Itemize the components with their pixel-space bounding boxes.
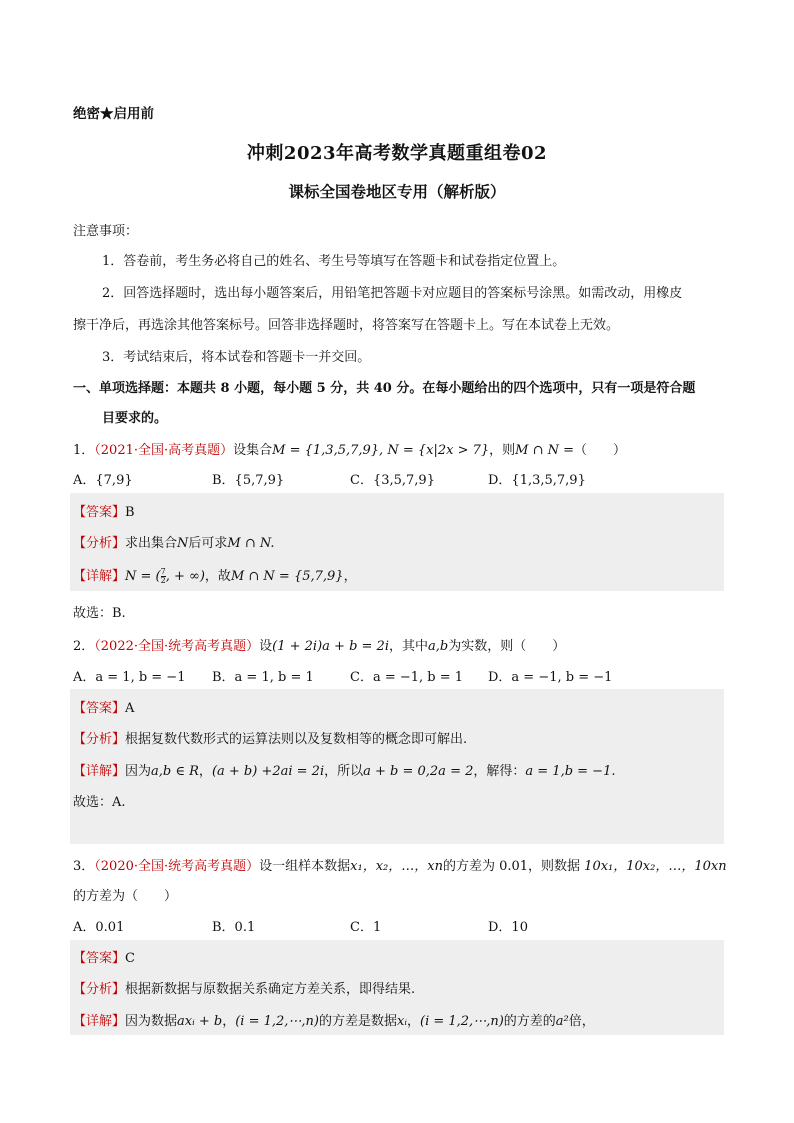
math-expr: , + ∞) xyxy=(165,569,205,584)
detail-text: 因为 xyxy=(125,764,152,779)
stem-text: ，则 xyxy=(489,443,516,458)
detail-label: 【详解】 xyxy=(73,764,126,779)
choice-b: B．a = 1, b = 1 xyxy=(212,670,314,685)
answer-label: 【答案】 xyxy=(73,505,126,520)
choice-c: C．{3,5,7,9} xyxy=(350,473,435,488)
note-item-2: 2．回答选择题时，选出每小题答案后，用铅笔把答题卡对应题目的答案标号涂黑。如需改动，用橡皮 xyxy=(102,286,683,301)
answer-value: C xyxy=(125,951,135,966)
math-expr: (1 + 2i)a + b = 2i xyxy=(272,639,389,654)
question-1-stem xyxy=(73,439,626,458)
question-3-stem xyxy=(73,855,727,874)
math-expr: 10x₁，10x₂，…，10xn xyxy=(584,859,727,874)
section-heading-cont: 目要求的。 xyxy=(102,411,168,426)
stem-text: 设集合 xyxy=(233,443,273,458)
question-number: 3． xyxy=(73,859,95,874)
choice-a: A．0.01 xyxy=(73,920,125,935)
detail-text: 的方差的 xyxy=(503,1014,556,1029)
detail-text: . xyxy=(611,764,616,779)
math-expr: a,b ∈ R xyxy=(151,764,199,779)
math-expr: (i = 1,2,⋯,n) xyxy=(420,1014,504,1029)
detail-text: ， xyxy=(198,764,212,779)
choice-a: A．a = 1, b = −1 xyxy=(73,670,186,685)
answer-line xyxy=(73,501,135,520)
analysis-text: 后可求 xyxy=(188,536,228,551)
analysis-label: 【分析】 xyxy=(73,982,126,997)
fraction-numerator: 7 xyxy=(160,567,166,576)
math-expr: M ∩ N = xyxy=(515,443,575,458)
question-number: 2． xyxy=(73,639,95,654)
conclusion-line: 故选：A. xyxy=(73,795,126,810)
answer-value: A xyxy=(125,701,135,716)
answer-value: B xyxy=(125,505,135,520)
choice-d: D．{1,3,5,7,9} xyxy=(488,473,586,488)
note-item-3: 3．考试结束后，将本试卷和答题卡一并交回。 xyxy=(102,350,371,365)
analysis-text: 根据复数代数形式的运算法则以及复数相等的概念即可解出. xyxy=(125,732,468,747)
math-expr: (a + b) +2ai = 2i xyxy=(211,764,325,779)
choice-b: B．0.1 xyxy=(212,920,256,935)
question-2-stem xyxy=(73,635,565,654)
math-expr: a,b xyxy=(428,639,449,654)
analysis-line xyxy=(73,978,415,997)
fraction-denominator: 2 xyxy=(160,576,166,585)
secret-label: 绝密★启用前 xyxy=(73,106,154,122)
conclusion-line: 故选：B. xyxy=(73,606,126,621)
page-title: 冲刺2023年高考数学真题重组卷02 xyxy=(246,143,548,164)
math-expr: a = 1,b = −1 xyxy=(525,764,612,779)
question-source: （2020·全国·统考高考真题） xyxy=(94,859,260,874)
page-subtitle: 课标全国卷地区专用（解析版） xyxy=(288,182,506,201)
detail-text: 因为数据 xyxy=(125,1014,178,1029)
note-item-2-cont: 擦干净后，再选涂其他答案标号。回答非选择题时，将答案写在答题卡上。写在本试卷上无效。 xyxy=(73,318,620,333)
detail-line xyxy=(73,1010,595,1029)
stem-text: 设一组样本数据 xyxy=(259,859,351,874)
math-expr: x₁，x₂，…，xn xyxy=(350,859,443,874)
analysis-label: 【分析】 xyxy=(73,536,126,551)
stem-text: 的方差为 0.01，则数据 xyxy=(442,859,585,874)
math-expr: N = ( xyxy=(125,569,161,584)
answer-line xyxy=(73,947,135,966)
detail-text: ，所以 xyxy=(324,764,364,779)
stem-text: ，其中 xyxy=(388,639,428,654)
stem-text: 为实数，则（ ） xyxy=(448,639,566,654)
notes-heading: 注意事项： xyxy=(73,224,139,239)
detail-text: ， xyxy=(406,1014,420,1029)
question-3-stem-cont: 的方差为（ ） xyxy=(73,889,178,904)
math-expr: M = {1,3,5,7,9}, N = {x|2x > 7} xyxy=(272,443,490,458)
choice-c: C．1 xyxy=(350,920,382,935)
question-source: （2022·全国·统考高考真题） xyxy=(94,639,260,654)
choice-b: B．{5,7,9} xyxy=(212,473,285,488)
math-expr: xᵢ xyxy=(397,1014,407,1029)
math-expr: (i = 1,2,⋯,n) xyxy=(235,1014,320,1029)
detail-label: 【详解】 xyxy=(73,1014,126,1029)
stem-text: （ ） xyxy=(574,443,627,458)
math-expr: N xyxy=(177,536,189,551)
detail-text: ， xyxy=(343,569,357,584)
answer-label: 【答案】 xyxy=(73,951,126,966)
analysis-line xyxy=(73,532,275,551)
detail-label: 【详解】 xyxy=(73,569,126,584)
choice-a: A．{7,9} xyxy=(73,473,133,488)
math-expr: M ∩ N. xyxy=(227,536,275,551)
answer-line xyxy=(73,697,134,716)
note-item-1: 1．答卷前，考生务必将自己的姓名、考生号等填写在答题卡和试卷指定位置上。 xyxy=(102,254,566,269)
answer-label: 【答案】 xyxy=(73,701,126,716)
stem-text: 设 xyxy=(259,639,273,654)
section-heading: 一、单项选择题：本题共 8 小题，每小题 5 分，共 40 分。在每小题给出的四个选项中，只有一项是符合题 xyxy=(73,381,696,396)
math-expr: a² xyxy=(555,1014,569,1029)
detail-text: ，故 xyxy=(204,569,231,584)
math-expr: M ∩ N = {5,7,9} xyxy=(230,569,344,584)
choice-c: C．a = −1, b = 1 xyxy=(350,670,464,685)
analysis-line xyxy=(73,728,467,747)
analysis-text: 根据新数据与原数据关系确定方差关系，即得结果. xyxy=(125,982,416,997)
math-expr: a + b = 0,2a = 2 xyxy=(363,764,474,779)
question-source: （2021·全国·高考真题） xyxy=(94,443,234,458)
detail-text: 倍， xyxy=(568,1014,595,1029)
detail-text: ， xyxy=(222,1014,236,1029)
detail-line xyxy=(73,565,357,585)
question-number: 1． xyxy=(73,443,95,458)
choice-d: D．a = −1, b = −1 xyxy=(488,670,613,685)
detail-line xyxy=(73,760,616,779)
math-expr: axᵢ + b xyxy=(177,1014,223,1029)
detail-text: 的方差是数据 xyxy=(319,1014,398,1029)
detail-text: ，解得： xyxy=(473,764,526,779)
analysis-label: 【分析】 xyxy=(73,732,126,747)
analysis-text: 求出集合 xyxy=(125,536,178,551)
choice-d: D．10 xyxy=(488,920,528,935)
